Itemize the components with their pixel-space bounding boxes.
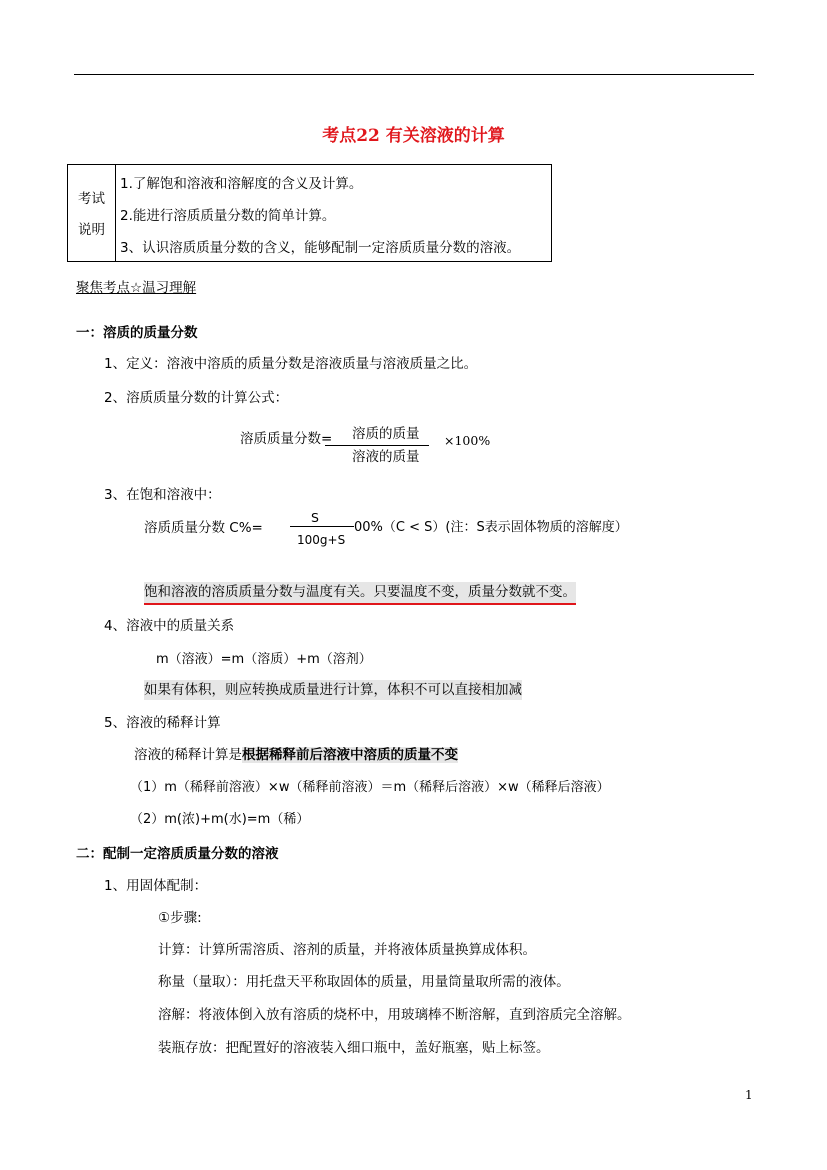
formula-fraction-bar (325, 445, 429, 446)
formula-intro: 2、溶质质量分数的计算公式： (104, 390, 289, 406)
exam-label-line2: 说明 (78, 222, 105, 238)
dilution-equation-2: （2）m(浓)+m(水)=m（稀） (130, 812, 310, 827)
volume-note: 如果有体积，则应转换成质量进行计算，体积不可以直接相加减 (144, 682, 522, 698)
step-dissolve: 溶解：将液体倒入放有溶质的烧杯中，用玻璃棒不断溶解，直到溶质完全溶解。 (158, 1007, 631, 1023)
saturated-lhs: 溶质质量分数 C%= (144, 520, 263, 536)
mass-relation-title: 4、溶液中的质量关系 (104, 618, 235, 634)
dilution-title: 5、溶液的稀释计算 (104, 715, 221, 731)
page-number: 1 (745, 1088, 753, 1102)
formula-lhs: 溶质质量分数= (240, 431, 333, 447)
page-title: 考点22 有关溶液的计算 (322, 126, 505, 146)
saturated-numerator: S (311, 510, 319, 525)
part1-heading: 一：溶质的质量分数 (76, 325, 198, 341)
exam-label-line1: 考试 (78, 191, 105, 207)
exam-item-2: 2.能进行溶质质量分数的简单计算。 (120, 208, 336, 224)
saturated-intro: 3、在饱和溶液中： (104, 487, 221, 503)
dilution-text (134, 745, 458, 765)
saturated-tail: 00%（C < S）(注：S表示固体物质的溶解度） (354, 520, 628, 535)
dilution-equation-1: （1）m（稀释前溶液）×w（稀释前溶液）＝m（稀释后溶液）×w（稀释后溶液） (130, 780, 610, 795)
saturated-denominator: 100g+S (297, 533, 346, 547)
step-store: 装瓶存放：把配置好的溶液装入细口瓶中，盖好瓶塞，贴上标签。 (158, 1040, 550, 1056)
part2-heading: 二：配制一定溶质质量分数的溶液 (76, 846, 279, 862)
step-calculate: 计算：计算所需溶质、溶剂的质量，并将液体质量换算成体积。 (158, 942, 536, 958)
formula-numerator: 溶质的质量 (352, 426, 420, 442)
exam-item-3: 3、认识溶质质量分数的含义，能够配制一定溶质质量分数的溶液。 (120, 240, 521, 256)
step-weigh: 称量（量取）：用托盘天平称取固体的质量，用量筒量取所需的液体。 (158, 974, 570, 990)
saturated-fraction-bar (290, 526, 354, 527)
exam-item-1: 1.了解饱和溶液和溶解度的含义及计算。 (120, 176, 363, 192)
exam-requirements-table (67, 164, 552, 262)
dilution-text-bold: 根据稀释前后溶液中溶质的质量不变 (242, 747, 458, 763)
formula-denominator: 溶液的质量 (352, 449, 420, 465)
definition-text: 1、定义：溶液中溶质的质量分数是溶液质量与溶液质量之比。 (104, 356, 478, 372)
dilution-text-plain: 溶液的稀释计算是 (134, 747, 242, 763)
mass-relation-formula: m（溶液）=m（溶质）+m（溶剂） (156, 652, 372, 667)
steps-title: ①步骤: (158, 910, 202, 926)
header-rule (74, 74, 754, 75)
formula-times: ×100% (444, 433, 491, 448)
solid-prep-title: 1、用固体配制： (104, 878, 208, 894)
highlight-note: 饱和溶液的溶质质量分数与温度有关。只要温度不变，质量分数就不变。 (144, 582, 576, 605)
section-heading: 聚焦考点☆温习理解 (76, 280, 197, 296)
table-divider (115, 165, 116, 261)
